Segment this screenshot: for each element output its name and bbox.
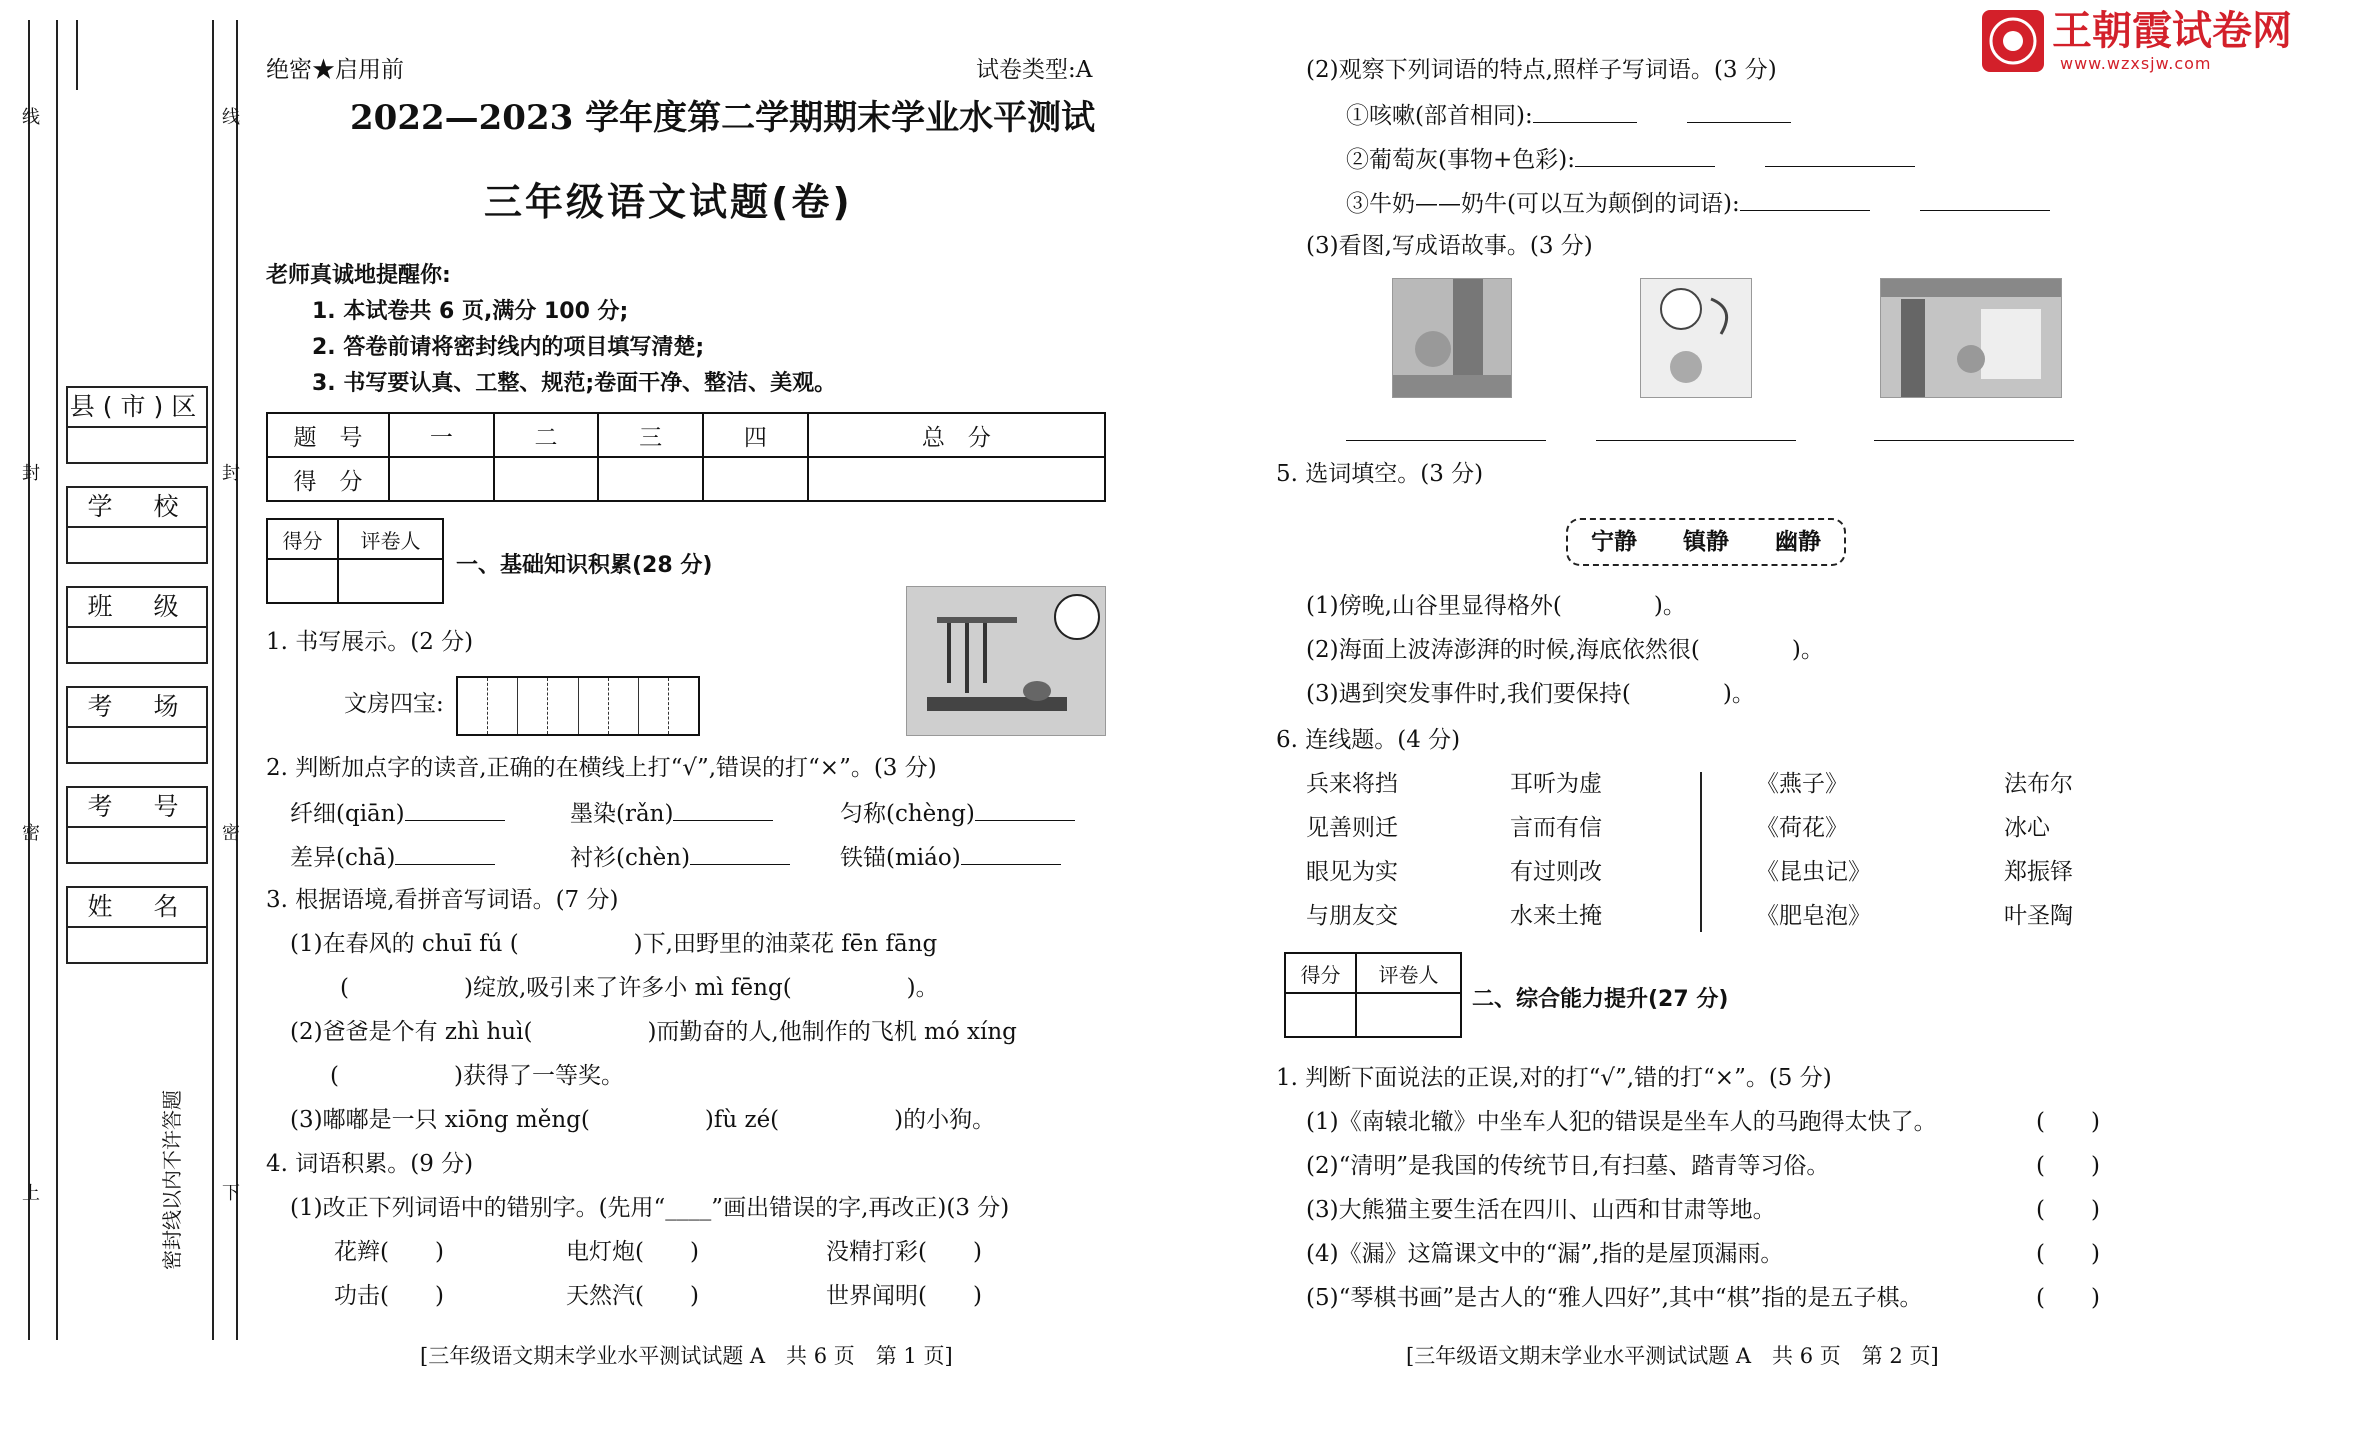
judge-item: (1)《南辕北辙》中坐车人犯的错误是坐车人的马跑得太快了。 — [1306, 1109, 1937, 1135]
binding-word: 线 — [22, 107, 40, 128]
match-item[interactable]: 眼见为实 — [1306, 859, 1398, 885]
q1-label: 文房四宝: — [344, 691, 444, 717]
judge-answer[interactable]: ( ) — [2036, 1197, 2100, 1223]
binding-line — [212, 20, 214, 1340]
grader-name-label: 评卷人 — [1356, 953, 1461, 993]
match-item[interactable]: 《燕子》 — [1756, 771, 1848, 797]
writing-grid[interactable] — [456, 676, 700, 736]
logo-icon — [1982, 10, 2044, 72]
q4-word: 功击( ) — [334, 1283, 444, 1309]
idiom-picture-1 — [1392, 278, 1512, 398]
q2-item: 墨染(rǎn) — [570, 798, 773, 828]
binding-word: 封 — [222, 463, 240, 484]
q5-item: (1)傍晚,山谷里显得格外( )。 — [1306, 593, 1686, 619]
binding-word: 线 — [222, 107, 240, 128]
q3-line: ( )获得了一等奖。 — [330, 1063, 624, 1089]
grader-score-label: 得分 — [267, 519, 338, 559]
exam-title: 2022—2023 学年度第二学期期末学业水平测试 — [350, 98, 1096, 138]
q4-sub2-item: ①咳嗽(部首相同): — [1346, 100, 1791, 130]
score-row-label: 得 分 — [267, 457, 389, 501]
q4-sub2-item: ③牛奶——奶牛(可以互为颠倒的词语): — [1346, 188, 2050, 218]
q2-item: 衬衫(chèn) — [570, 842, 790, 872]
judge-answer[interactable]: ( ) — [2036, 1109, 2100, 1135]
judge-item: (3)大熊猫主要生活在四川、山西和甘肃等地。 — [1306, 1197, 1776, 1223]
page1-footer: [三年级语文期末学业水平测试试题 A 共 6 页 第 1 页] — [420, 1344, 953, 1368]
q4-word: 天然汽( ) — [566, 1283, 699, 1309]
binding-word: 上 — [22, 1183, 40, 1204]
score-cell[interactable] — [808, 457, 1105, 501]
judge-answer[interactable]: ( ) — [2036, 1153, 2100, 1179]
binding-word: 密 — [22, 823, 40, 844]
grader-name-cell[interactable] — [1356, 993, 1461, 1037]
match-item[interactable]: 与朋友交 — [1306, 903, 1398, 929]
match-item[interactable]: 郑振铎 — [2004, 859, 2073, 885]
judge-answer[interactable]: ( ) — [2036, 1241, 2100, 1267]
secret-label: 绝密★启用前 — [266, 57, 404, 83]
reminder-item: 3. 书写要认真、工整、规范;卷面干净、整洁、美观。 — [312, 371, 837, 396]
score-header: 四 — [703, 413, 808, 457]
grader-box — [1284, 952, 1462, 1038]
judge-answer[interactable]: ( ) — [2036, 1285, 2100, 1311]
idiom-answer-line[interactable] — [1596, 440, 1796, 441]
score-header: 总 分 — [808, 413, 1105, 457]
logo-text: 王朝霞试卷网 — [2052, 8, 2292, 54]
grader-name-label: 评卷人 — [338, 519, 443, 559]
match-divider — [1700, 772, 1702, 932]
binding-line — [56, 20, 58, 1340]
score-cell[interactable] — [494, 457, 599, 501]
binding-line — [236, 20, 238, 1340]
part1-title: 一、基础知识积累(28 分) — [456, 553, 713, 578]
q4-sub3: (3)看图,写成语故事。(3 分) — [1306, 233, 1593, 259]
exam-room-field[interactable]: 考 场 — [66, 686, 208, 764]
q2-item: 匀称(chèng) — [840, 798, 1075, 828]
q1-text: 1. 书写展示。(2 分) — [266, 629, 474, 655]
q5-item: (3)遇到突发事件时,我们要保持( )。 — [1306, 681, 1755, 707]
q5-word-box: 宁静 镇静 幽静 — [1566, 518, 1846, 566]
q4-word: 花辫( ) — [334, 1239, 444, 1265]
score-cell[interactable] — [703, 457, 808, 501]
q4-sub2: (2)观察下列词语的特点,照样子写词语。(3 分) — [1306, 57, 1777, 83]
grader-score-label: 得分 — [1285, 953, 1356, 993]
logo-url: www.wzxsjw.com — [2060, 54, 2212, 73]
binding-word: 下 — [222, 1183, 240, 1204]
idiom-answer-line[interactable] — [1874, 440, 2074, 441]
score-cell[interactable] — [598, 457, 703, 501]
reminder-head: 老师真诚地提醒你: — [266, 263, 451, 288]
county-field[interactable]: 县(市)区 — [66, 386, 208, 464]
score-header: 二 — [494, 413, 599, 457]
q2-item: 铁锚(miáo) — [840, 842, 1061, 872]
match-item[interactable]: 耳听为虚 — [1510, 771, 1602, 797]
match-item[interactable]: 兵来将挡 — [1306, 771, 1398, 797]
q4-word: 世界闻明( ) — [826, 1283, 982, 1309]
grader-box — [266, 518, 444, 604]
q2-text: 2. 判断加点字的读音,正确的在横线上打“√”,错误的打“×”。(3 分) — [266, 755, 937, 781]
q3-text: 3. 根据语境,看拼音写词语。(7 分) — [266, 887, 619, 913]
judge-item: (4)《漏》这篇课文中的“漏”,指的是屋顶漏雨。 — [1306, 1241, 1784, 1267]
score-header: 三 — [598, 413, 703, 457]
grader-score-cell[interactable] — [267, 559, 338, 603]
score-header: 题 号 — [267, 413, 389, 457]
score-cell[interactable] — [389, 457, 494, 501]
match-item[interactable]: 《荷花》 — [1756, 815, 1848, 841]
score-header: 一 — [389, 413, 494, 457]
stationery-image — [906, 586, 1106, 736]
match-item[interactable]: 《肥皂泡》 — [1756, 903, 1871, 929]
binding-line — [28, 20, 30, 1340]
grader-name-cell[interactable] — [338, 559, 443, 603]
reminder-item: 2. 答卷前请将密封线内的项目填写清楚; — [312, 335, 705, 360]
binding-word: 封 — [22, 463, 40, 484]
idiom-picture-2 — [1640, 278, 1752, 398]
binding-word: 密 — [222, 823, 240, 844]
q4-word: 没精打彩( ) — [826, 1239, 982, 1265]
class-field[interactable]: 班 级 — [66, 586, 208, 664]
part2-title: 二、综合能力提升(27 分) — [1472, 987, 1729, 1012]
match-item[interactable]: 《昆虫记》 — [1756, 859, 1871, 885]
exam-number-field[interactable]: 考 号 — [66, 786, 208, 864]
match-item[interactable]: 言而有信 — [1510, 815, 1602, 841]
q4-sub1: (1)改正下列词语中的错别字。(先用“____”画出错误的字,再改正)(3 分) — [290, 1195, 1010, 1221]
binding-line — [76, 20, 78, 90]
reminder-item: 1. 本试卷共 6 页,满分 100 分; — [312, 299, 629, 324]
score-table — [266, 412, 1106, 502]
q2-item: 差异(chā) — [290, 842, 495, 872]
match-item[interactable]: 冰心 — [2004, 815, 2050, 841]
match-item[interactable]: 见善则迁 — [1306, 815, 1398, 841]
grader-score-cell[interactable] — [1285, 993, 1356, 1037]
q3-line: (2)爸爸是个有 zhì huì( )而勤奋的人,他制作的飞机 mó xíng — [290, 1019, 1017, 1045]
q5-item: (2)海面上波涛澎湃的时候,海底依然很( )。 — [1306, 637, 1824, 663]
q4-word: 电灯炮( ) — [566, 1239, 699, 1265]
exam-subtitle: 三年级语文试题(卷) — [484, 180, 853, 224]
binding-notice: 密封线以内不许答题 — [160, 1090, 184, 1270]
match-item[interactable]: 水来土掩 — [1510, 903, 1602, 929]
q5-text: 5. 选词填空。(3 分) — [1276, 461, 1484, 487]
exam-type: 试卷类型:A — [976, 57, 1093, 83]
q3-line: ( )绽放,吸引来了许多小 mì fēng( )。 — [340, 975, 939, 1001]
p2q1-text: 1. 判断下面说法的正误,对的打“√”,错的打“×”。(5 分) — [1276, 1065, 1832, 1091]
school-field[interactable]: 学 校 — [66, 486, 208, 564]
judge-item: (5)“琴棋书画”是古人的“雅人四好”,其中“棋”指的是五子棋。 — [1306, 1285, 1923, 1311]
name-field[interactable]: 姓 名 — [66, 886, 208, 964]
q3-line: (3)嘟嘟是一只 xiōng měng( )fù zé( )的小狗。 — [290, 1107, 996, 1133]
q2-item: 纤细(qiān) — [290, 798, 505, 828]
q3-line: (1)在春风的 chuī fú ( )下,田野里的油菜花 fēn fāng — [290, 931, 938, 957]
match-item[interactable]: 叶圣陶 — [2004, 903, 2073, 929]
judge-item: (2)“清明”是我国的传统节日,有扫墓、踏青等习俗。 — [1306, 1153, 1830, 1179]
q6-text: 6. 连线题。(4 分) — [1276, 727, 1461, 753]
q4-text: 4. 词语积累。(9 分) — [266, 1151, 474, 1177]
page2-footer: [三年级语文期末学业水平测试试题 A 共 6 页 第 2 页] — [1406, 1344, 1939, 1368]
match-item[interactable]: 有过则改 — [1510, 859, 1602, 885]
match-item[interactable]: 法布尔 — [2004, 771, 2073, 797]
idiom-answer-line[interactable] — [1346, 440, 1546, 441]
q4-sub2-item: ②葡萄灰(事物+色彩): — [1346, 144, 1915, 174]
idiom-picture-3 — [1880, 278, 2062, 398]
